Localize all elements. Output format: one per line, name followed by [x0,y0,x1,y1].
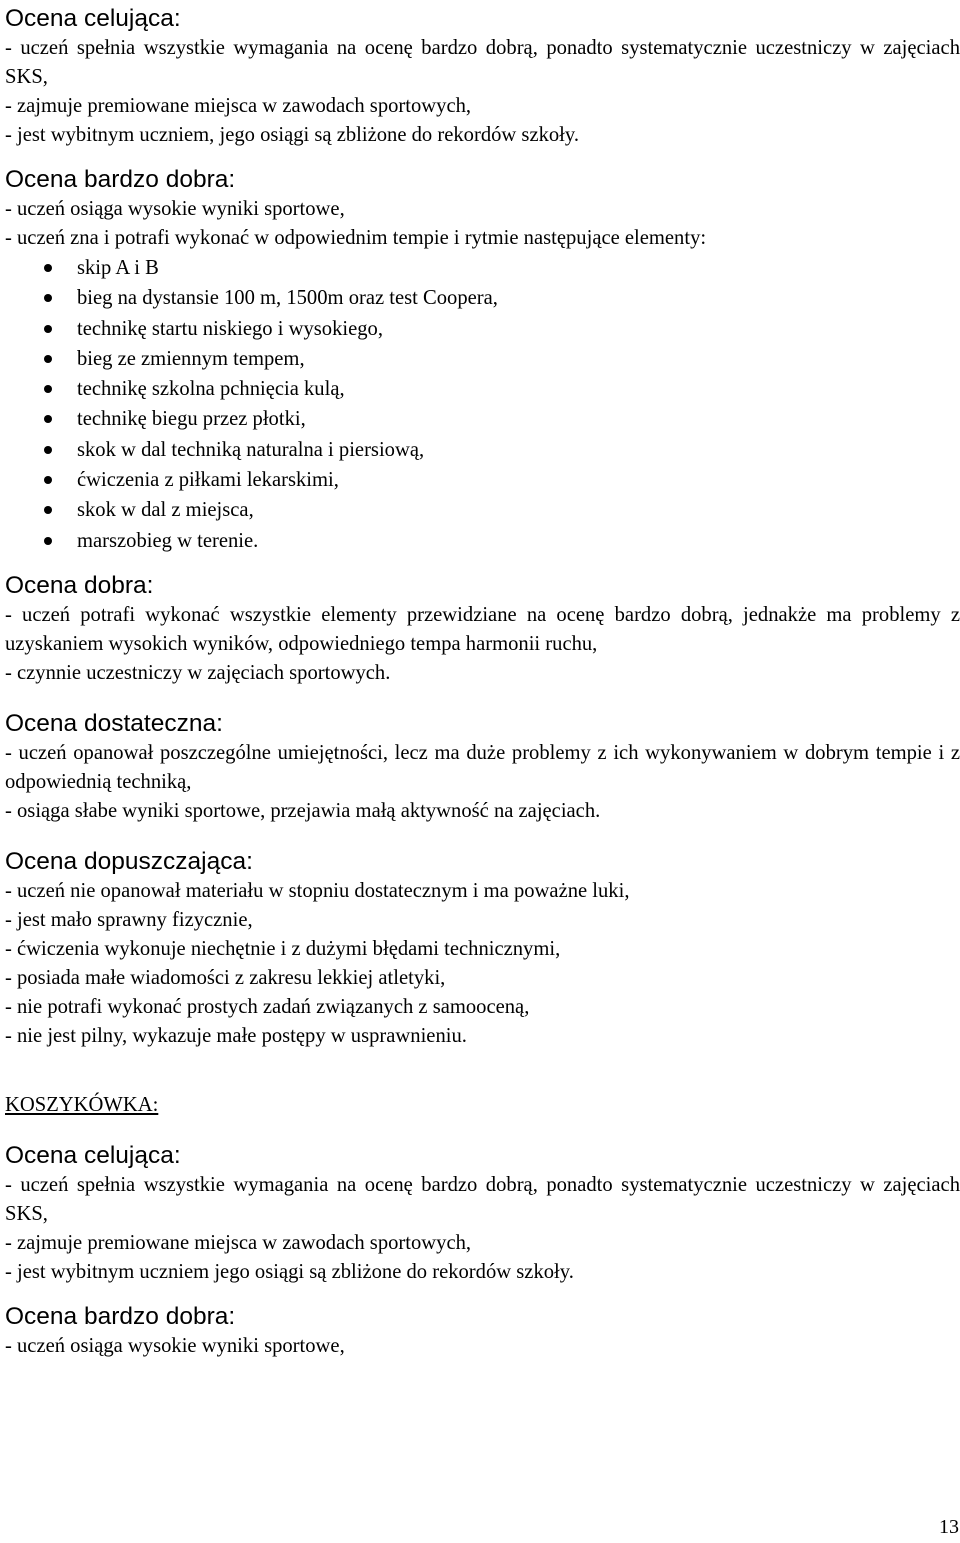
list-item-text: bieg na dystansie 100 m, 1500m oraz test Coopera, [77,287,498,310]
criteria-line: - osiąga słabe wyniki sportowe, przejawia małą aktywność na zajęciach. [5,799,601,822]
bullet-icon [44,385,52,393]
grade-heading-dobra: Ocena dobra: [5,571,154,599]
criteria-line: - nie potrafi wykonać prostych zadań związanych z samooceną, [5,995,530,1018]
grade-heading-dopuszczajaca: Ocena dopuszczająca: [5,847,253,875]
bullet-icon [44,294,52,302]
grade-heading-dostateczna: Ocena dostateczna: [5,709,223,737]
list-item [5,283,960,313]
bullet-icon [44,415,52,423]
bullet-icon [44,537,52,545]
criteria-line: - jest wybitnym uczniem jego osiągi są zbliżone do rekordów szkoły. [5,1260,574,1283]
list-item [5,435,960,465]
criteria-line: - jest mało sprawny fizycznie, [5,908,253,931]
bullet-icon [44,476,52,484]
criteria-line: - uczeń osiąga wysokie wyniki sportowe, [5,1334,345,1357]
elements-list [5,253,960,556]
section-title-koszykowka: KOSZYKÓWKA: [5,1093,159,1116]
bullet-icon [44,264,52,272]
criteria-line: - uczeń osiąga wysokie wyniki sportowe, [5,198,345,220]
criteria-line: - uczeń zna i potrafi wykonać w odpowiednim tempie i rytmie następujące elementy: [5,227,707,249]
document-page [5,3,960,1361]
list-item [5,465,960,495]
list-item [5,344,960,374]
criteria-line: - ćwiczenia wykonuje niechętnie i z dużymi błędami technicznymi, [5,937,561,960]
criteria-line: - uczeń potrafi wykonać wszystkie elementy przewidziane na ocenę bardzo dobrą, jednakże ma problemy z uzyskaniem wysokich wyników, odpowiedniego tempa harmonii ruchu, [5,603,960,655]
list-item-text: skok w dal z miejsca, [77,499,254,522]
list-item [5,253,960,283]
criteria-line: - posiada małe wiadomości z zakresu lekkiej atletyki, [5,966,446,989]
bullet-icon [44,355,52,363]
criteria-line: - zajmuje premiowane miejsca w zawodach sportowych, [5,1231,472,1254]
list-item [5,526,960,556]
criteria-line: - uczeń spełnia wszystkie wymagania na ocenę bardzo dobrą, ponadto systematycznie uczestniczy w zajęciach SKS, [5,1173,960,1225]
criteria-line: - uczeń spełnia wszystkie wymagania na ocenę bardzo dobrą, ponadto systematycznie uczestniczy w zajęciach SKS, [5,37,960,88]
list-item-text: technikę startu niskiego i wysokiego, [77,317,383,340]
page-number: 13 [939,1516,959,1538]
criteria-line: - zajmuje premiowane miejsca w zawodach sportowych, [5,95,472,117]
bullet-icon [44,506,52,514]
criteria-line: - uczeń nie opanował materiału w stopniu dostatecznym i ma poważne luki, [5,879,630,902]
list-item [5,495,960,525]
criteria-line: - nie jest pilny, wykazuje małe postępy w usprawnieniu. [5,1024,467,1047]
list-item [5,404,960,434]
list-item-text: skip A i B [77,257,159,279]
list-item-text: ćwiczenia z piłkami lekarskimi, [77,469,339,492]
criteria-line: - czynnie uczestniczy w zajęciach sportowych. [5,661,391,684]
criteria-line: - jest wybitnym uczniem, jego osiągi są zbliżone do rekordów szkoły. [5,124,580,146]
list-item [5,314,960,344]
list-item-text: skok w dal techniką naturalna i piersiową, [77,438,425,461]
list-item [5,374,960,404]
list-item-text: technikę biegu przez płotki, [77,408,306,431]
list-item-text: bieg ze zmiennym tempem, [77,347,305,370]
grade-heading-bardzo-dobra: Ocena bardzo dobra: [5,1302,236,1330]
grade-heading-bardzo-dobra: Ocena bardzo dobra: [5,166,236,193]
bullet-icon [44,446,52,454]
grade-heading-celujaca: Ocena celująca: [5,5,181,32]
list-item-text: technikę szkolna pchnięcia kulą, [77,378,345,401]
list-item-text: marszobieg w terenie. [77,529,259,552]
grade-heading-celujaca: Ocena celująca: [5,1141,181,1169]
criteria-line: - uczeń opanował poszczególne umiejętności, lecz ma duże problemy z ich wykonywaniem w dobrym tempie i z odpowiednią techniką, [5,741,960,793]
bullet-icon [44,325,52,333]
